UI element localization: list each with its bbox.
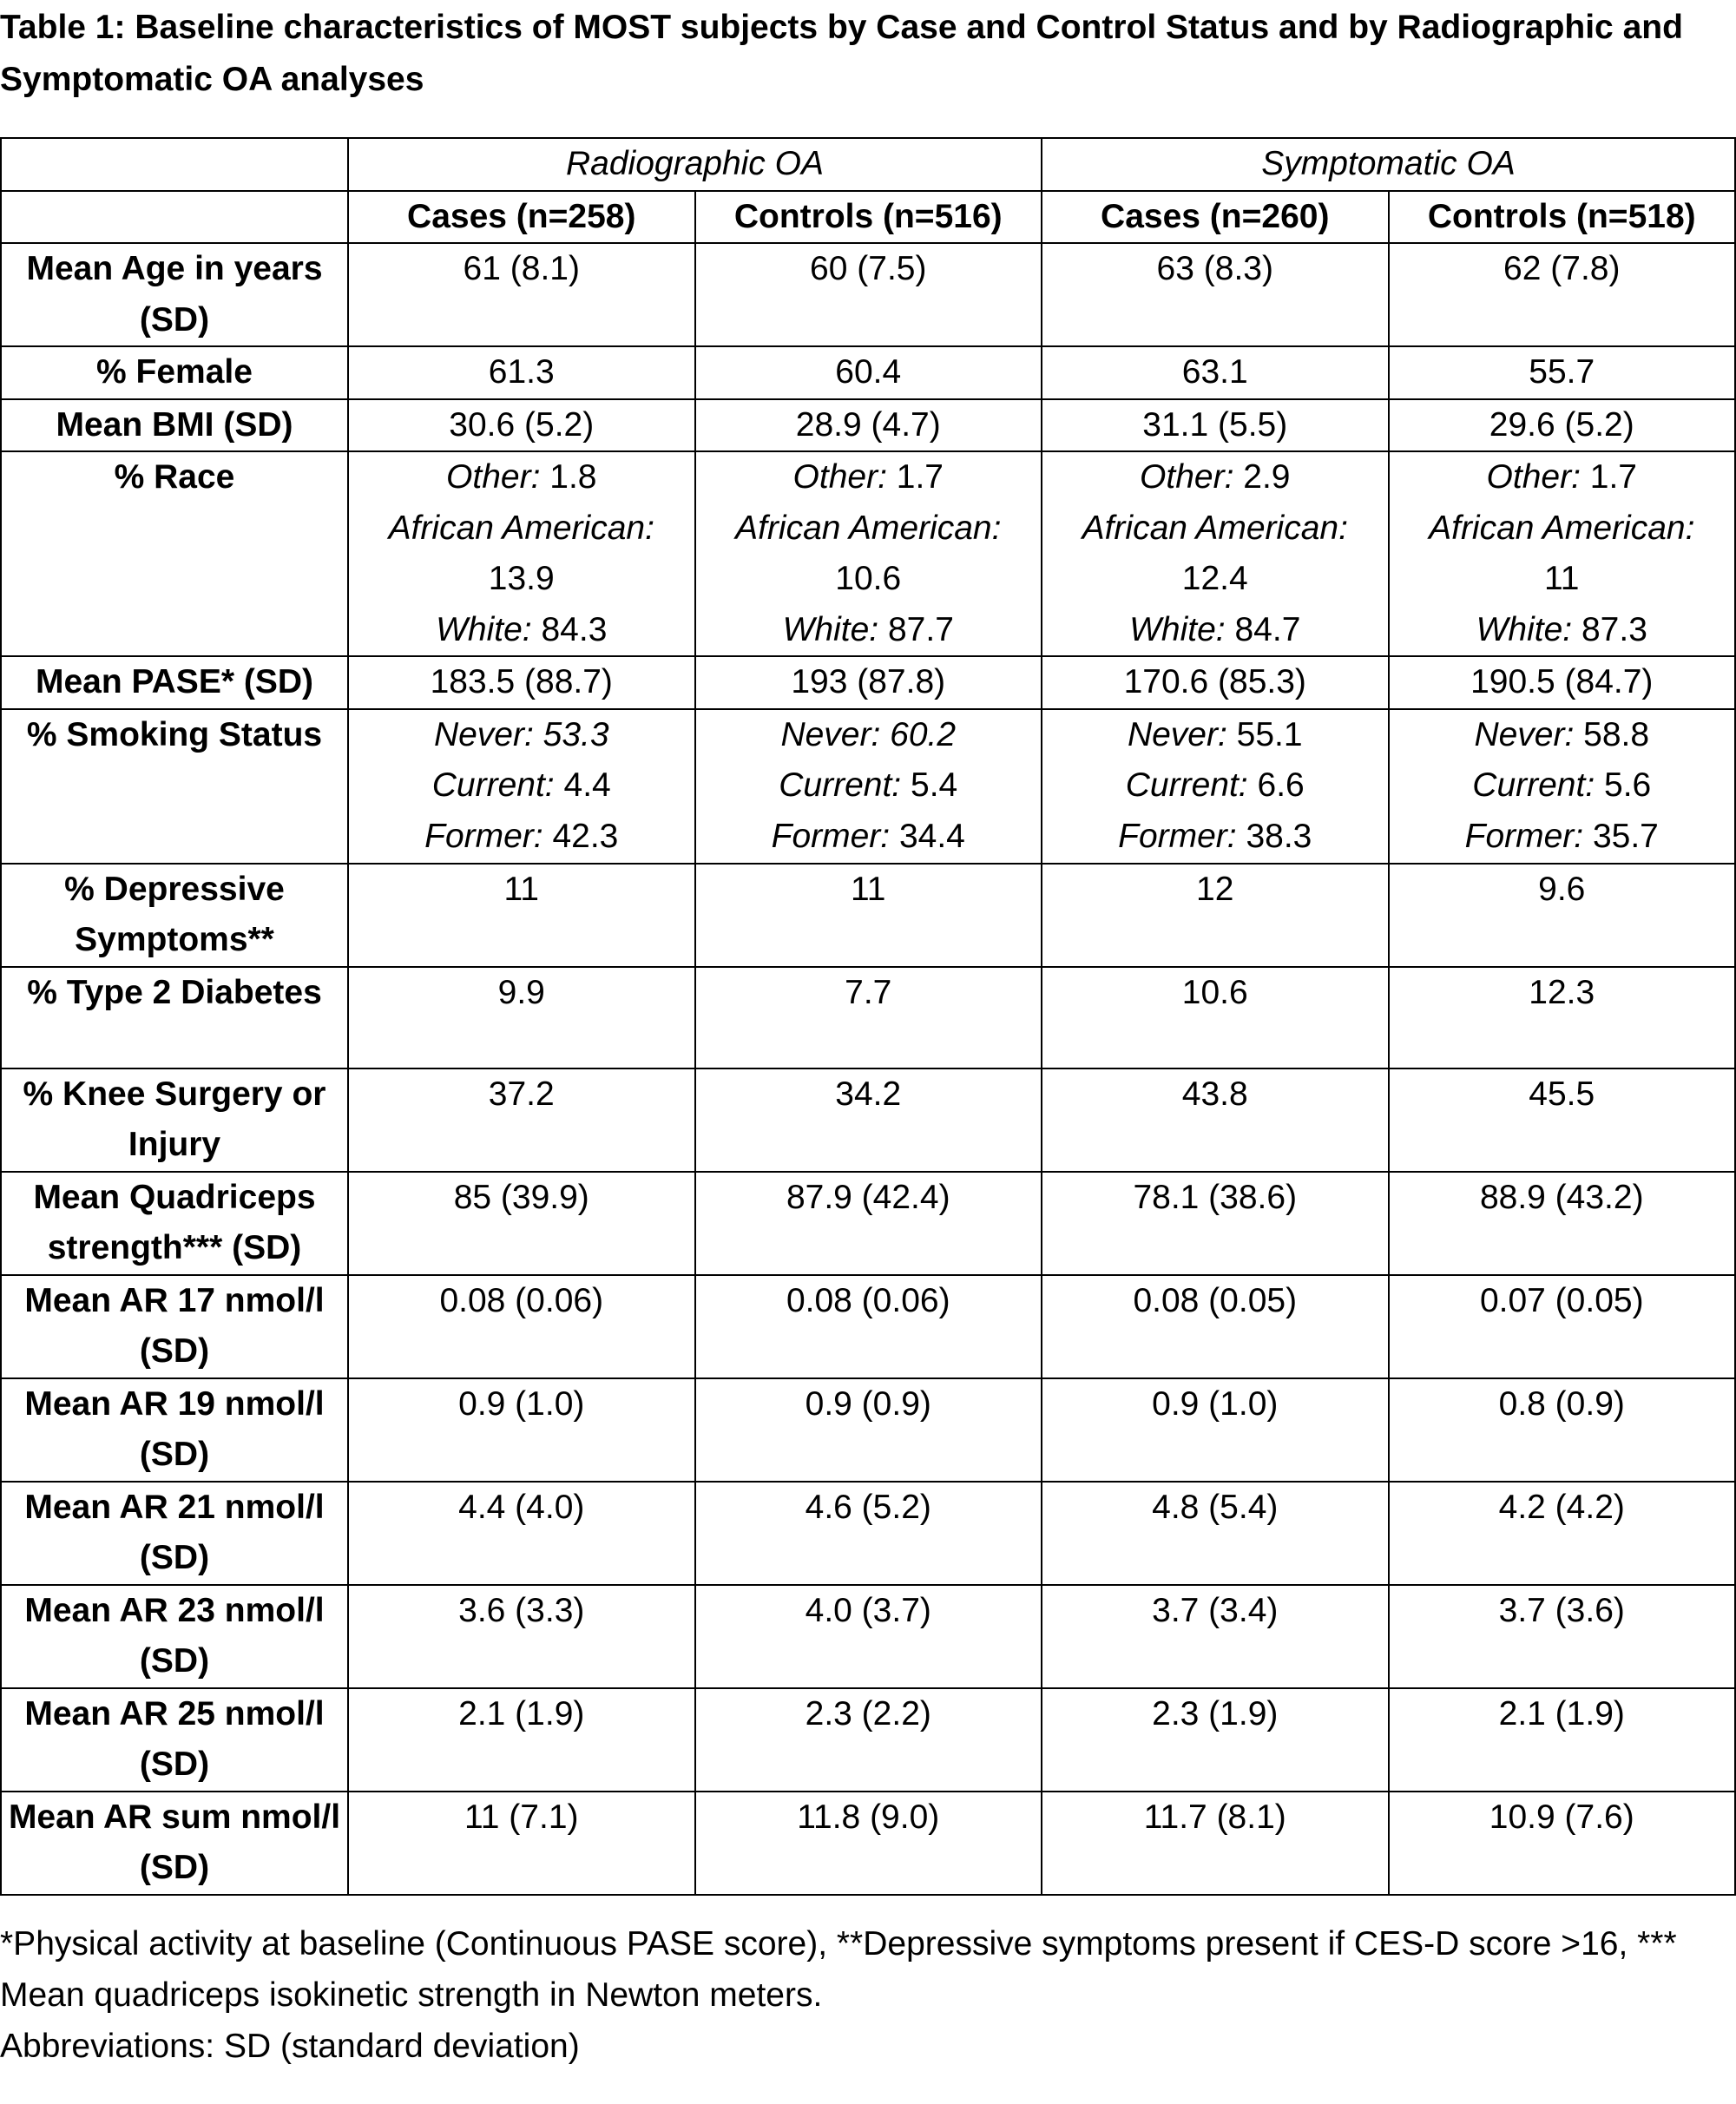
table-cell: 61 (8.1) (348, 243, 695, 346)
row-label: % Type 2 Diabetes (1, 967, 348, 1068)
table-row (1, 346, 1735, 399)
row-label: Mean AR 21 nmol/l (SD) (1, 1482, 348, 1585)
sub-label: Other: (446, 458, 541, 496)
table-cell (1042, 812, 1389, 864)
table-row (1, 451, 1735, 503)
table-cell: 10.6 (1042, 967, 1389, 1068)
sub-value: 10.6 (835, 560, 902, 597)
table-row (1, 656, 1735, 709)
table-cell: 30.6 (5.2) (348, 399, 695, 452)
table-cell: 193 (87.8) (695, 656, 1042, 709)
sub-value: 53.3 (542, 715, 609, 753)
sub-label: African American: (1082, 509, 1348, 547)
table-cell: 0.9 (1.0) (1042, 1378, 1389, 1482)
table-row (1, 1068, 1735, 1172)
table-cell: 12.3 (1389, 967, 1736, 1068)
table-cell: 63 (8.3) (1042, 243, 1389, 346)
sub-label: Never: (780, 715, 881, 753)
sub-value: 5.6 (1604, 766, 1652, 804)
table-cell: 43.8 (1042, 1068, 1389, 1172)
table-cell (1389, 605, 1736, 657)
row-label: Mean BMI (SD) (1, 399, 348, 452)
table-cell: 4.4 (4.0) (348, 1482, 695, 1585)
sub-value: 35.7 (1592, 818, 1659, 855)
table-row (1, 1275, 1735, 1378)
table-cell: 3.7 (3.6) (1389, 1585, 1736, 1688)
sub-label: Other: (792, 458, 887, 496)
column-header: Cases (n=258) (348, 191, 695, 244)
table-cell: 9.6 (1389, 864, 1736, 967)
sub-value: 4.4 (563, 766, 611, 804)
sub-label: Other: (1486, 458, 1581, 496)
row-label: % Smoking Status (1, 709, 348, 864)
sub-label: White: (1476, 610, 1573, 648)
sub-label: African American: (1429, 509, 1695, 547)
table-cell: 0.08 (0.05) (1042, 1275, 1389, 1378)
table-cell: 2.3 (1.9) (1042, 1688, 1389, 1792)
row-label: Mean AR 17 nmol/l (SD) (1, 1275, 348, 1378)
sub-label: Former: (424, 818, 543, 855)
table-cell (1042, 709, 1389, 761)
sub-value: 87.7 (887, 610, 954, 648)
table-cell (1389, 451, 1736, 503)
footnotes (0, 1918, 1733, 2072)
table-cell: 0.08 (0.06) (348, 1275, 695, 1378)
table-cell (695, 709, 1042, 761)
row-label: Mean PASE* (SD) (1, 656, 348, 709)
footnote-definitions: *Physical activity at baseline (Continuous PASE score), **Depressive symptoms present if CES-D score >16, *** Mean quadriceps isokinetic strength in Newton meters. (0, 1925, 1677, 2014)
table-cell: 62 (7.8) (1389, 243, 1736, 346)
table-cell: 34.2 (695, 1068, 1042, 1172)
table-cell: 2.1 (1.9) (1389, 1688, 1736, 1792)
sub-value: 11 (1544, 560, 1580, 597)
sub-label: Current: (779, 766, 902, 804)
table-row (1, 1172, 1735, 1275)
sub-label: Current: (1125, 766, 1248, 804)
column-header: Controls (n=518) (1389, 191, 1736, 244)
table-cell (695, 451, 1042, 503)
empty-corner-cell (1, 138, 348, 191)
table-cell: 60 (7.5) (695, 243, 1042, 346)
row-label: Mean Quadriceps strength*** (SD) (1, 1172, 348, 1275)
table-cell (695, 760, 1042, 812)
row-label: Mean AR sum nmol/l (SD) (1, 1792, 348, 1895)
table-cell: 0.08 (0.06) (695, 1275, 1042, 1378)
table-cell: 0.9 (0.9) (695, 1378, 1042, 1482)
sub-label: Other: (1140, 458, 1234, 496)
sub-label: Former: (771, 818, 891, 855)
sub-label: Former: (1464, 818, 1584, 855)
table-cell: 190.5 (84.7) (1389, 656, 1736, 709)
table-cell (1042, 503, 1389, 605)
table-cell (348, 451, 695, 503)
baseline-characteristics-table (0, 137, 1736, 1896)
table-cell: 29.6 (5.2) (1389, 399, 1736, 452)
table-cell: 2.1 (1.9) (348, 1688, 695, 1792)
table-row (1, 1688, 1735, 1792)
sub-label: White: (1129, 610, 1226, 648)
table-cell: 61.3 (348, 346, 695, 399)
group-header-row (1, 138, 1735, 191)
table-row (1, 864, 1735, 967)
table-cell: 78.1 (38.6) (1042, 1172, 1389, 1275)
sub-value: 84.3 (541, 610, 608, 648)
table-row (1, 399, 1735, 452)
table-row (1, 1482, 1735, 1585)
table-cell (348, 503, 695, 605)
table-cell (1389, 812, 1736, 864)
table-row (1, 1585, 1735, 1688)
group-header-radiographic: Radiographic OA (348, 138, 1042, 191)
group-header-symptomatic: Symptomatic OA (1042, 138, 1735, 191)
sub-value: 84.7 (1234, 610, 1301, 648)
table-cell: 87.9 (42.4) (695, 1172, 1042, 1275)
table-cell (348, 812, 695, 864)
table-cell: 2.3 (2.2) (695, 1688, 1042, 1792)
table-cell: 4.6 (5.2) (695, 1482, 1042, 1585)
table-cell (348, 605, 695, 657)
table-cell (1389, 503, 1736, 605)
table-cell: 11.8 (9.0) (695, 1792, 1042, 1895)
table-cell: 63.1 (1042, 346, 1389, 399)
table-cell: 0.9 (1.0) (348, 1378, 695, 1482)
row-label: % Female (1, 346, 348, 399)
sub-value: 60.2 (890, 715, 957, 753)
table-cell: 60.4 (695, 346, 1042, 399)
table-cell: 9.9 (348, 967, 695, 1068)
row-label: % Knee Surgery or Injury (1, 1068, 348, 1172)
table-cell: 11.7 (8.1) (1042, 1792, 1389, 1895)
table-cell: 3.7 (3.4) (1042, 1585, 1389, 1688)
table-cell: 37.2 (348, 1068, 695, 1172)
table-cell (1042, 451, 1389, 503)
sub-label: Never: (1127, 715, 1227, 753)
sub-label: Never: (1474, 715, 1575, 753)
sub-value: 42.3 (552, 818, 619, 855)
sub-label: White: (436, 610, 532, 648)
sub-value: 87.3 (1581, 610, 1647, 648)
table-row (1, 243, 1735, 346)
table-cell (348, 760, 695, 812)
table-cell (1389, 709, 1736, 761)
sub-value: 2.9 (1243, 458, 1291, 496)
table-cell (1389, 760, 1736, 812)
row-label: Mean AR 19 nmol/l (SD) (1, 1378, 348, 1482)
table-cell (348, 709, 695, 761)
table-cell (1042, 605, 1389, 657)
sub-value: 34.4 (898, 818, 965, 855)
table-title: Table 1: Baseline characteristics of MOST subjects by Case and Control Status and by Radiographic and Symptomatic OA analyses (0, 9, 1683, 98)
column-header-row (1, 191, 1735, 244)
sub-value: 6.6 (1257, 766, 1305, 804)
table-row (1, 1792, 1735, 1895)
table-cell: 0.07 (0.05) (1389, 1275, 1736, 1378)
table-cell: 12 (1042, 864, 1389, 967)
table-cell: 10.9 (7.6) (1389, 1792, 1736, 1895)
table-cell: 31.1 (5.5) (1042, 399, 1389, 452)
sub-value: 5.4 (911, 766, 958, 804)
table-cell: 4.2 (4.2) (1389, 1482, 1736, 1585)
table-cell: 0.8 (0.9) (1389, 1378, 1736, 1482)
table-cell: 4.0 (3.7) (695, 1585, 1042, 1688)
table-cell: 11 (348, 864, 695, 967)
footnote-abbreviations: Abbreviations: SD (standard deviation) (0, 2028, 580, 2065)
table-cell (695, 605, 1042, 657)
sub-value: 55.1 (1236, 715, 1303, 753)
table-cell: 55.7 (1389, 346, 1736, 399)
table-cell: 88.9 (43.2) (1389, 1172, 1736, 1275)
column-header: Controls (n=516) (695, 191, 1042, 244)
empty-corner-cell (1, 191, 348, 244)
table-row (1, 709, 1735, 761)
table-cell (695, 812, 1042, 864)
sub-label: African American: (735, 509, 1002, 547)
table-cell: 3.6 (3.3) (348, 1585, 695, 1688)
table-cell: 183.5 (88.7) (348, 656, 695, 709)
table-cell: 45.5 (1389, 1068, 1736, 1172)
sub-value: 12.4 (1181, 560, 1248, 597)
sub-value: 1.7 (1589, 458, 1637, 496)
sub-label: Current: (1472, 766, 1595, 804)
sub-label: Never: (433, 715, 534, 753)
sub-label: Current: (431, 766, 555, 804)
row-label: % Depressive Symptoms** (1, 864, 348, 967)
table-cell: 11 (695, 864, 1042, 967)
sub-value: 38.3 (1246, 818, 1312, 855)
table-cell: 4.8 (5.4) (1042, 1482, 1389, 1585)
table-row (1, 967, 1735, 1068)
row-label: Mean AR 23 nmol/l (SD) (1, 1585, 348, 1688)
sub-label: White: (782, 610, 879, 648)
table-cell: 85 (39.9) (348, 1172, 695, 1275)
row-label: % Race (1, 451, 348, 656)
row-label: Mean Age in years (SD) (1, 243, 348, 346)
table-cell: 28.9 (4.7) (695, 399, 1042, 452)
table-row (1, 1378, 1735, 1482)
sub-value: 13.9 (488, 560, 555, 597)
sub-value: 1.7 (896, 458, 944, 496)
sub-value: 1.8 (549, 458, 597, 496)
table-cell (695, 503, 1042, 605)
sub-label: African American: (388, 509, 654, 547)
table-cell: 11 (7.1) (348, 1792, 695, 1895)
sub-value: 58.8 (1583, 715, 1650, 753)
table-cell: 170.6 (85.3) (1042, 656, 1389, 709)
column-header: Cases (n=260) (1042, 191, 1389, 244)
sub-label: Former: (1118, 818, 1237, 855)
table-cell (1042, 760, 1389, 812)
table-cell: 7.7 (695, 967, 1042, 1068)
row-label: Mean AR 25 nmol/l (SD) (1, 1688, 348, 1792)
